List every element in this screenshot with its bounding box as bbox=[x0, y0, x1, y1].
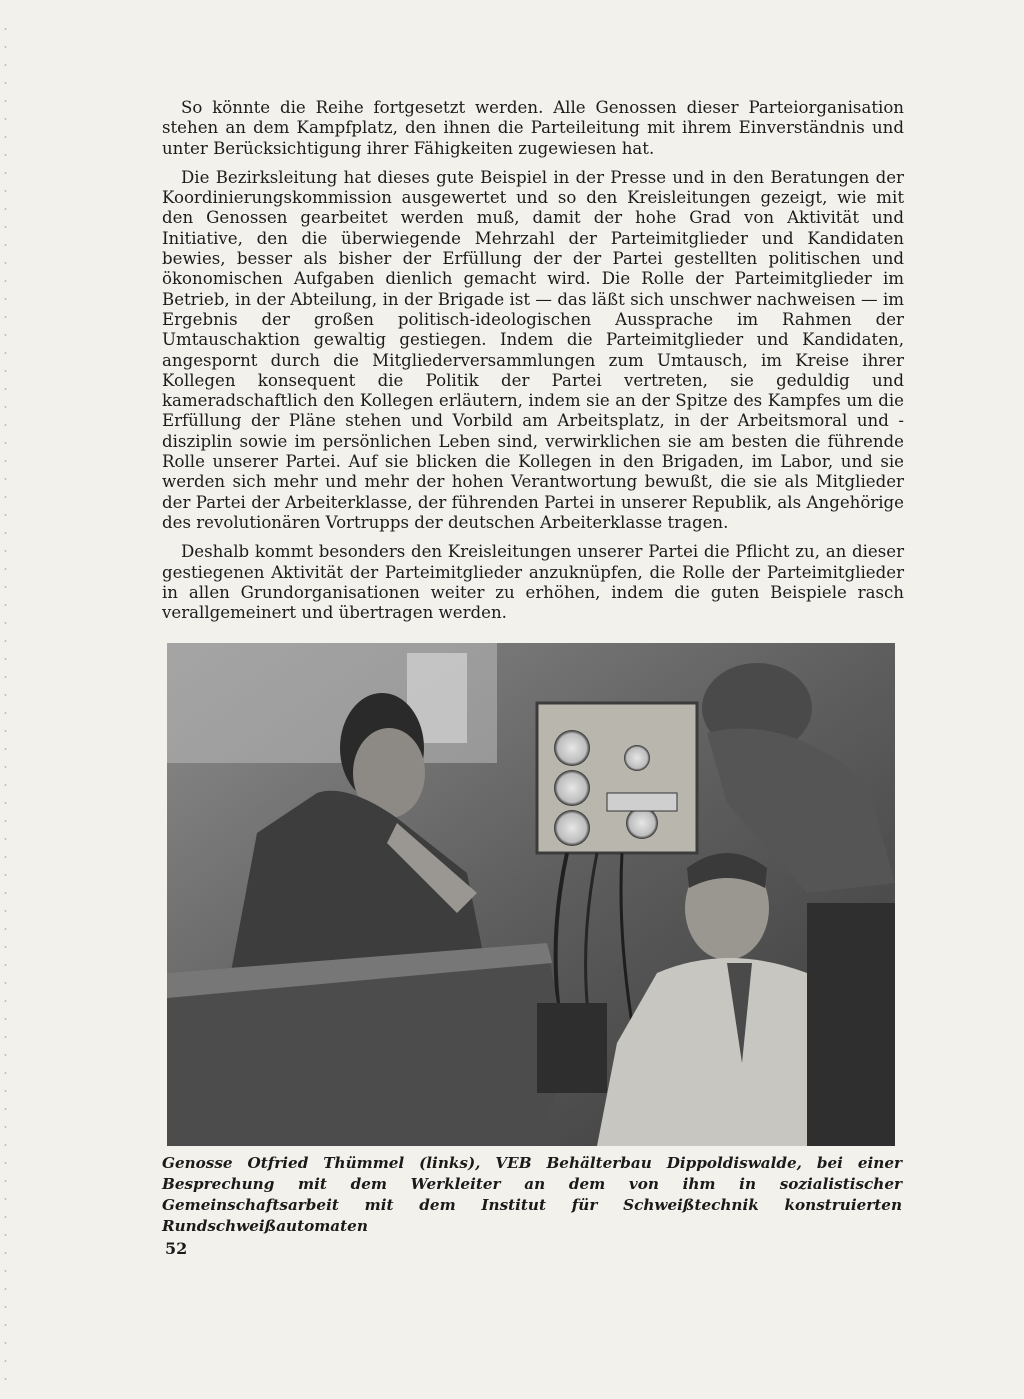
paragraph-3: Deshalb kommt besonders den Kreisleitungen unserer Partei die Pflicht zu, an dieser gestiegenen Aktivität der Parteimitglieder anzuknüpfen, die Rolle der Parteimitglieder in allen Grundorganisationen weiter zu erhöhen, indem die guten Beispiele rasch verallgemeinert und übertragen werden. bbox=[162, 542, 904, 623]
photo-illustration bbox=[167, 643, 895, 1146]
paragraph-1: So könnte die Reihe fortgesetzt werden. Alle Genossen dieser Parteiorganisation stehen an dem Kampfplatz, den ihnen die Parteileitung mit ihrem Einverständnis und unter Berücksichtigung ihrer Fähigkeiten zugewiesen hat. bbox=[162, 98, 904, 158]
page-number: 52 bbox=[165, 1239, 188, 1258]
body-text bbox=[162, 98, 904, 632]
gauge-dial bbox=[554, 730, 590, 766]
binding-margin bbox=[4, 20, 7, 1380]
gauge-dial bbox=[624, 745, 650, 771]
photograph-welding-machine bbox=[167, 643, 895, 1146]
photo-caption: Genosse Otfried Thümmel (links), VEB Behälterbau Dippoldiswalde, bei einer Besprechung mit dem Werkleiter an dem von ihm in sozialistischer Gemeinschaftsarbeit mit dem Institut für Schweißtechnik konstruierten Rundschweißautomaten bbox=[162, 1154, 902, 1235]
gauge-dial bbox=[554, 810, 590, 846]
gauge-dial bbox=[554, 770, 590, 806]
gauge-dial bbox=[626, 807, 658, 839]
paragraph-2: Die Bezirksleitung hat dieses gute Beispiel in der Presse und in den Beratungen der Koordinierungskommission ausgewertet und so den Kreisleitungen gezeigt, wie mit den Genossen gearbeitet werden muß, damit der hohe Grad von Aktivität und Initiative, den die überwiegende Mehrzahl der Parteimitglieder und Kandidaten bewies, besser als bisher der Erfüllung der der Partei gestellten politischen und ökonomischen Aufgaben dienlich gemacht wird. Die Rolle der Parteimitglieder im Betrieb, in der Abteilung, in der Brigade ist — das läßt sich unschwer nachweisen — im Ergebnis der großen politisch-ideologischen Aussprache im Rahmen der Umtauschaktion gewaltig gestiegen. Indem die Parteimitglieder und Kandidaten, angespornt durch die Mitgliederversammlungen zum Umtausch, im Kreise ihrer Kollegen konsequent die Politik der Partei vertreten, sie geduldig und kameradschaftlich den Kollegen erläutern, indem sie an der Spitze des Kampfes um die Erfüllung der Pläne stehen und Vorbild am Arbeitsplatz, in der Arbeitsmoral und -disziplin sowie im persönlichen Leben sind, verwirklichen sie am besten die führende Rolle unserer Partei. Auf sie blicken die Kollegen in den Brigaden, im Labor, und sie werden sich mehr und mehr der hohen Verantwortung bewußt, die sie als Mitglieder der Partei der Arbeiterklasse, der führenden Partei in unserer Republik, als Angehörige des revolutionären Vortrupps der deutschen Arbeiterklasse tragen. bbox=[162, 167, 904, 532]
